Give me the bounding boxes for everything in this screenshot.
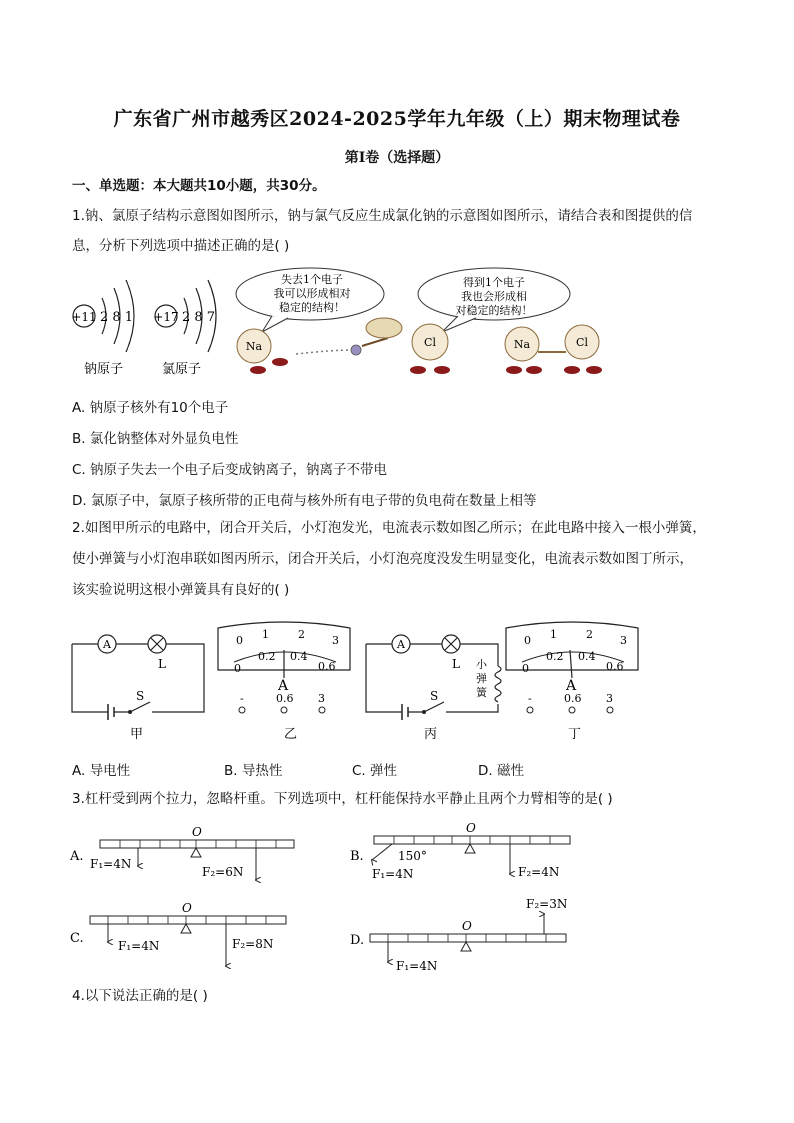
- pair-shoe-4: [586, 366, 602, 374]
- lamp-label-2: L: [452, 657, 460, 671]
- page-subtitle: 第I卷（选择题）: [344, 150, 450, 166]
- meter-ding-lower-2: 0.4: [578, 650, 596, 663]
- meter-ding-post-3: [607, 707, 613, 713]
- lever-c-letter: C.: [70, 931, 84, 946]
- pair-shoe-3: [564, 366, 580, 374]
- spring-label-1: 小: [476, 658, 487, 671]
- meter-ding-post-2: [569, 707, 575, 713]
- meter-yi-terminal-06: 0.6: [276, 692, 294, 705]
- q2-option-c[interactable]: C. 弹性: [352, 763, 398, 779]
- meter-yi-lower-3: 0.6: [318, 660, 336, 673]
- lever-c-f1: F₁=4N: [118, 939, 160, 953]
- na-shoe-2: [272, 358, 288, 366]
- meter-yi-terminal-neg: -: [240, 692, 244, 705]
- na-shoe: [250, 366, 266, 374]
- q1-stem-line2: 息，分析下列选项中描述正确的是( ): [72, 238, 290, 254]
- lever-b-pivot: O: [466, 821, 476, 835]
- electron-icon: [351, 345, 361, 355]
- meter-ding-terminal-neg: -: [528, 692, 532, 705]
- lever-a-bar: [100, 840, 294, 848]
- ammeter-yi: [214, 620, 354, 746]
- q1-option-a[interactable]: A. 钠原子核外有10个电子: [72, 400, 229, 416]
- battery-icon-2: [402, 704, 408, 720]
- q2-stem-line1: 2.如图甲所示的电路中，闭合开关后，小灯泡发光，电流表示数如图乙所示；在此电路中接入一根小弹簧，: [72, 520, 706, 536]
- lever-b-f1-arrow: [372, 844, 392, 860]
- na-ion-label: Na: [513, 338, 531, 351]
- fig-label-yi: 乙: [284, 727, 298, 742]
- electron-path: [296, 350, 354, 354]
- q4-stem: 4.以下说法正确的是( ): [72, 988, 208, 1004]
- meter-yi-upper-3: 3: [332, 634, 339, 647]
- bubble1-line2: 我可以形成相对: [273, 287, 351, 300]
- lever-a-f2: F₂=6N: [202, 865, 244, 879]
- lever-c-pivot: O: [182, 901, 192, 915]
- meter-ding-terminal-06: 0.6: [564, 692, 582, 705]
- lever-c-bar: [90, 916, 286, 924]
- na-atom-label: 钠原子: [84, 362, 124, 377]
- bubble2-line3: 对稳定的结构！: [455, 304, 533, 317]
- net-icon: [366, 318, 402, 338]
- meter-yi-upper-0: 0: [236, 634, 243, 647]
- lever-a-pivot: O: [192, 825, 202, 839]
- pair-shoe-1: [506, 366, 522, 374]
- q2-stem-line3: 该实验说明这根小弹簧具有良好的( ): [72, 582, 290, 598]
- lever-b-angle: 150°: [398, 849, 427, 863]
- bubble1-line3: 稳定的结构！: [279, 301, 345, 314]
- lever-d: [350, 894, 580, 978]
- q1-stem-line1: 1.钠、氯原子结构示意图如图所示，钠与氯气反应生成氯化钠的示意图如图所示，请结合表和图提供的信: [72, 208, 693, 224]
- lever-d-f2: F₂=3N: [526, 897, 568, 911]
- bubble2-line2: 我也会形成相: [461, 290, 527, 303]
- switch-label: S: [136, 689, 145, 703]
- lever-b-fulcrum: [465, 844, 475, 853]
- spring-label-2: 弹: [476, 672, 487, 685]
- lever-d-pivot: O: [462, 919, 472, 933]
- bubble2-line1: 得到1个电子: [463, 276, 525, 289]
- lever-a-fulcrum: [191, 848, 201, 857]
- meter-ding-upper-2: 2: [586, 628, 593, 641]
- q1-option-b[interactable]: B. 氯化钠整体对外显负电性: [72, 431, 239, 447]
- meter-yi-lower-2: 0.4: [290, 650, 308, 663]
- lever-a: [70, 822, 300, 886]
- meter-ding-lower-3: 0.6: [606, 660, 624, 673]
- switch-icon: [130, 702, 150, 712]
- lever-d-f1: F₁=4N: [396, 959, 438, 973]
- cl-shoe: [410, 366, 426, 374]
- cl-ion-label: Cl: [576, 336, 588, 349]
- lever-c-f2: F₂=8N: [232, 937, 274, 951]
- battery-icon: [108, 704, 114, 720]
- switch-pivot-2: [422, 710, 426, 714]
- switch-label-2: S: [430, 689, 439, 703]
- switch-pivot: [128, 710, 132, 714]
- na-character-label: Na: [245, 340, 263, 353]
- q2-option-d[interactable]: D. 磁性: [478, 763, 524, 779]
- spring-label-3: 簧: [476, 686, 487, 699]
- spring-icon: [495, 666, 501, 702]
- atom-structure-figure: [70, 272, 230, 382]
- cl-character-label: Cl: [424, 336, 436, 349]
- switch-icon-2: [424, 702, 444, 712]
- lever-b-bar: [374, 836, 570, 844]
- lever-c-fulcrum: [181, 924, 191, 933]
- q2-stem-line2: 使小弹簧与小灯泡串联如图丙所示，闭合开关后，小灯泡亮度没发生明显变化，电流表示数如图丁所示，: [72, 551, 693, 567]
- meter-ding-unit: A: [566, 678, 577, 694]
- page-title: 广东省广州市越秀区2024-2025学年九年级（上）期末物理试卷: [113, 108, 681, 130]
- q2-option-a[interactable]: A. 导电性: [72, 763, 131, 779]
- cl-shell-electrons: 2 8 7: [182, 310, 216, 325]
- ammeter-symbol-2: A: [397, 638, 405, 651]
- meter-ding-upper-0: 0: [524, 634, 531, 647]
- lever-b: [350, 822, 580, 886]
- lever-d-bar: [370, 934, 566, 942]
- lamp-label: L: [158, 657, 166, 671]
- lever-a-letter: A.: [70, 849, 84, 864]
- ammeter-ding: [502, 620, 642, 746]
- lever-b-f1: F₁=4N: [372, 867, 414, 881]
- fig-label-ding: 丁: [568, 727, 582, 742]
- pair-shoe-2: [526, 366, 542, 374]
- net-handle: [362, 338, 388, 346]
- meter-ding-upper-1: 1: [550, 628, 557, 641]
- meter-ding-post-1: [527, 707, 533, 713]
- q3-stem: 3.杠杆受到两个拉力，忽略杆重。下列选项中，杠杆能保持水平静止且两个力臂相等的是( ): [72, 791, 613, 807]
- meter-ding-terminal-3: 3: [606, 692, 613, 705]
- ammeter-symbol: A: [103, 638, 111, 651]
- fig-label-jia: 甲: [130, 727, 144, 742]
- meter-yi-lower-0: 0: [234, 662, 241, 675]
- meter-yi-post-3: [319, 707, 325, 713]
- reaction-cartoon: [232, 266, 612, 384]
- meter-yi-lower-1: 0.2: [258, 650, 276, 663]
- lever-b-letter: B.: [350, 849, 364, 864]
- speech-bubble-2-tail: [442, 316, 476, 332]
- meter-ding-lower-0: 0: [522, 662, 529, 675]
- lever-a-f1: F₁=4N: [90, 857, 132, 871]
- na-shell-electrons: 2 8 1: [100, 310, 134, 325]
- lever-c: [70, 900, 300, 976]
- meter-ding-upper-3: 3: [620, 634, 627, 647]
- na-nucleus-charge: +11: [71, 310, 97, 324]
- cl-atom-label: 氯原子: [162, 362, 202, 377]
- meter-yi-post-2: [281, 707, 287, 713]
- q1-option-c[interactable]: C. 钠原子失去一个电子后变成钠离子，钠离子不带电: [72, 462, 388, 478]
- meter-ding-lower-1: 0.2: [546, 650, 564, 663]
- lever-d-letter: D.: [350, 933, 365, 948]
- meter-yi-post-1: [239, 707, 245, 713]
- meter-yi-upper-1: 1: [262, 628, 269, 641]
- speech-bubble-1-tail: [262, 316, 288, 332]
- circuit-bing: [364, 630, 514, 742]
- meter-yi-upper-2: 2: [298, 628, 305, 641]
- fig-label-bing: 丙: [424, 727, 438, 742]
- q2-option-b[interactable]: B. 导热性: [224, 763, 283, 779]
- q1-option-d[interactable]: D. 氯原子中，氯原子核所带的正电荷与核外所有电子带的负电荷在数量上相等: [72, 493, 537, 509]
- cl-shoe-2: [434, 366, 450, 374]
- circuit-jia: [70, 630, 210, 742]
- meter-yi-terminal-3: 3: [318, 692, 325, 705]
- meter-yi-unit: A: [278, 678, 289, 694]
- cl-nucleus-charge: +17: [153, 310, 179, 324]
- bubble1-line1: 失去1个电子: [281, 273, 343, 286]
- lever-d-fulcrum: [461, 942, 471, 951]
- section-heading: 一、单选题：本大题共10小题，共30分。: [72, 178, 326, 194]
- lever-b-f2: F₂=4N: [518, 865, 560, 879]
